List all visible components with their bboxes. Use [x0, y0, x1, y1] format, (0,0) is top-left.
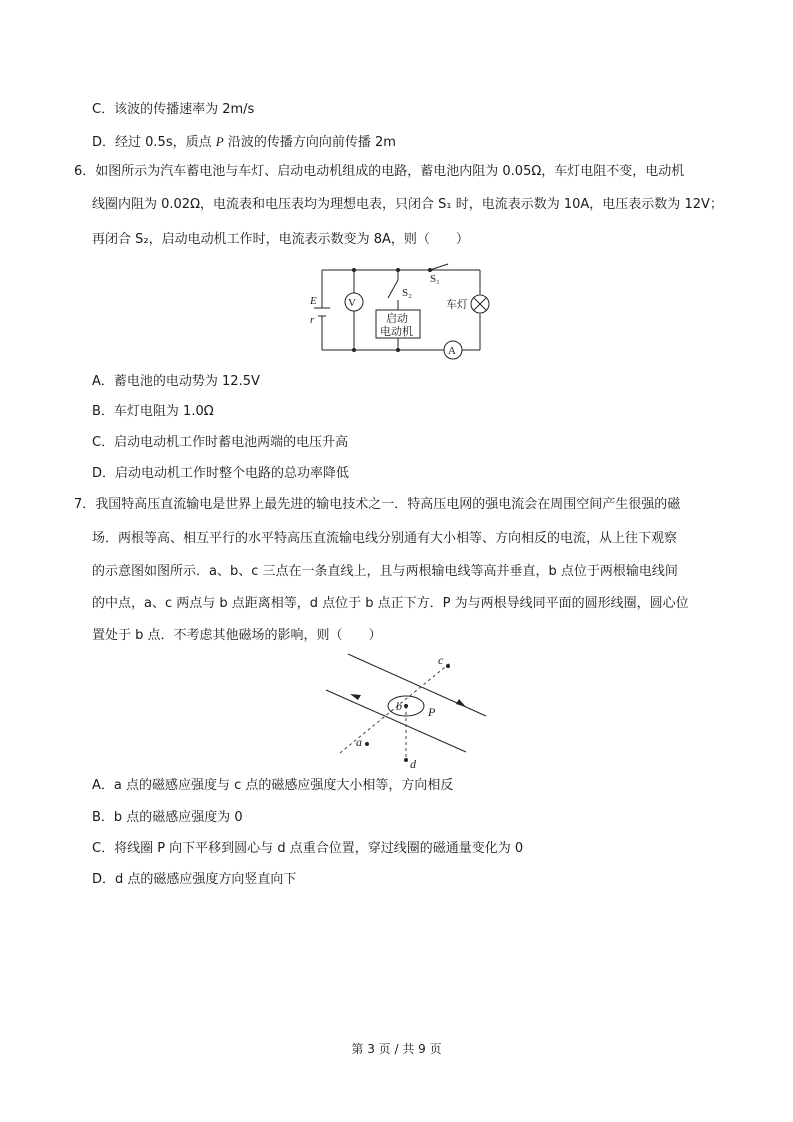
q7-transmission-line-diagram: [320, 648, 492, 770]
q6-option-a: A．蓄电池的电动势为 12.5V: [92, 374, 260, 389]
q7-stem-line1: 7．我国特高压直流输电是世界上最先进的输电技术之一．特高压电网的强电流会在周围空间产生很强的磁: [74, 497, 681, 512]
q5-option-d-p: P: [215, 134, 224, 149]
q6-option-c: C．启动电动机工作时蓄电池两端的电压升高: [92, 435, 349, 450]
point-a-label: a: [356, 735, 362, 749]
q6-option-d: D．启动电动机工作时整个电路的总功率降低: [92, 466, 350, 481]
q5-option-c: C．该波的传播速率为 2m/s: [92, 102, 255, 117]
emf-label: E: [310, 295, 317, 307]
q5-option-d: [92, 132, 396, 153]
page-number-footer: 第 3 页 / 共 9 页: [351, 1042, 442, 1056]
q7-option-b: B．b 点的磁感应强度为 0: [92, 810, 243, 825]
switch-s2-label: S₂: [402, 287, 412, 299]
q6-stem-line1: 6．如图所示为汽车蓄电池与车灯、启动电动机组成的电路，蓄电池内阻为 0.05Ω，车灯电阻不变，电动机: [74, 164, 685, 179]
q7-stem-line4: 的中点，a、c 两点与 b 点距离相等，d 点位于 b 点正下方．P 为与两根导线同平面的圆形线圈，圆心位: [92, 596, 689, 611]
point-b-label: b: [396, 699, 402, 713]
motor-label-line1: 启动: [386, 312, 408, 325]
switch-s1-label: S₁: [430, 273, 440, 285]
point-d-label: d: [410, 757, 416, 771]
internal-resistance-label: r: [310, 314, 315, 326]
q7-option-d: D．d 点的磁感应强度方向竖直向下: [92, 872, 297, 887]
q7-stem-line3: 的示意图如图所示．a、b、c 三点在一条直线上，且与两根输电线等高并垂直，b 点位于两根输电线间: [92, 564, 678, 579]
q6-stem-line2: 线圈内阻为 0.02Ω，电流表和电压表均为理想电表，只闭合 S₁ 时，电流表示数为 10A，电压表示数为 12V；: [92, 197, 723, 212]
point-c-label: c: [438, 653, 444, 667]
q6-stem-line3: 再闭合 S₂，启动电动机工作时，电流表示数变为 8A，则（ ）: [92, 232, 469, 247]
coil-p-label: P: [428, 705, 436, 719]
q6-option-b: B．车灯电阻为 1.0Ω: [92, 404, 214, 419]
q7-stem-line5: 置处于 b 点．不考虑其他磁场的影响，则（ ）: [92, 628, 382, 643]
q7-option-a: A．a 点的磁感应强度与 c 点的磁感应强度大小相等，方向相反: [92, 778, 454, 793]
voltmeter-label: V: [348, 297, 356, 309]
motor-label-line2: 电动机: [380, 325, 413, 338]
q5-option-d-text-a: D．经过 0.5s，质点: [92, 135, 216, 150]
lamp-label: 车灯: [446, 298, 468, 311]
q7-option-c: C．将线圈 P 向下平移到圆心与 d 点重合位置，穿过线圈的磁通量变化为 0: [92, 841, 524, 856]
q5-option-d-text-b: 沿波的传播方向向前传播 2m: [223, 135, 396, 150]
q6-circuit-diagram: [312, 260, 492, 360]
q7-stem-line2: 场．两根等高、相互平行的水平特高压直流输电线分别通有大小相等、方向相反的电流，从上往下观察: [92, 531, 678, 546]
ammeter-label: A: [448, 345, 456, 357]
